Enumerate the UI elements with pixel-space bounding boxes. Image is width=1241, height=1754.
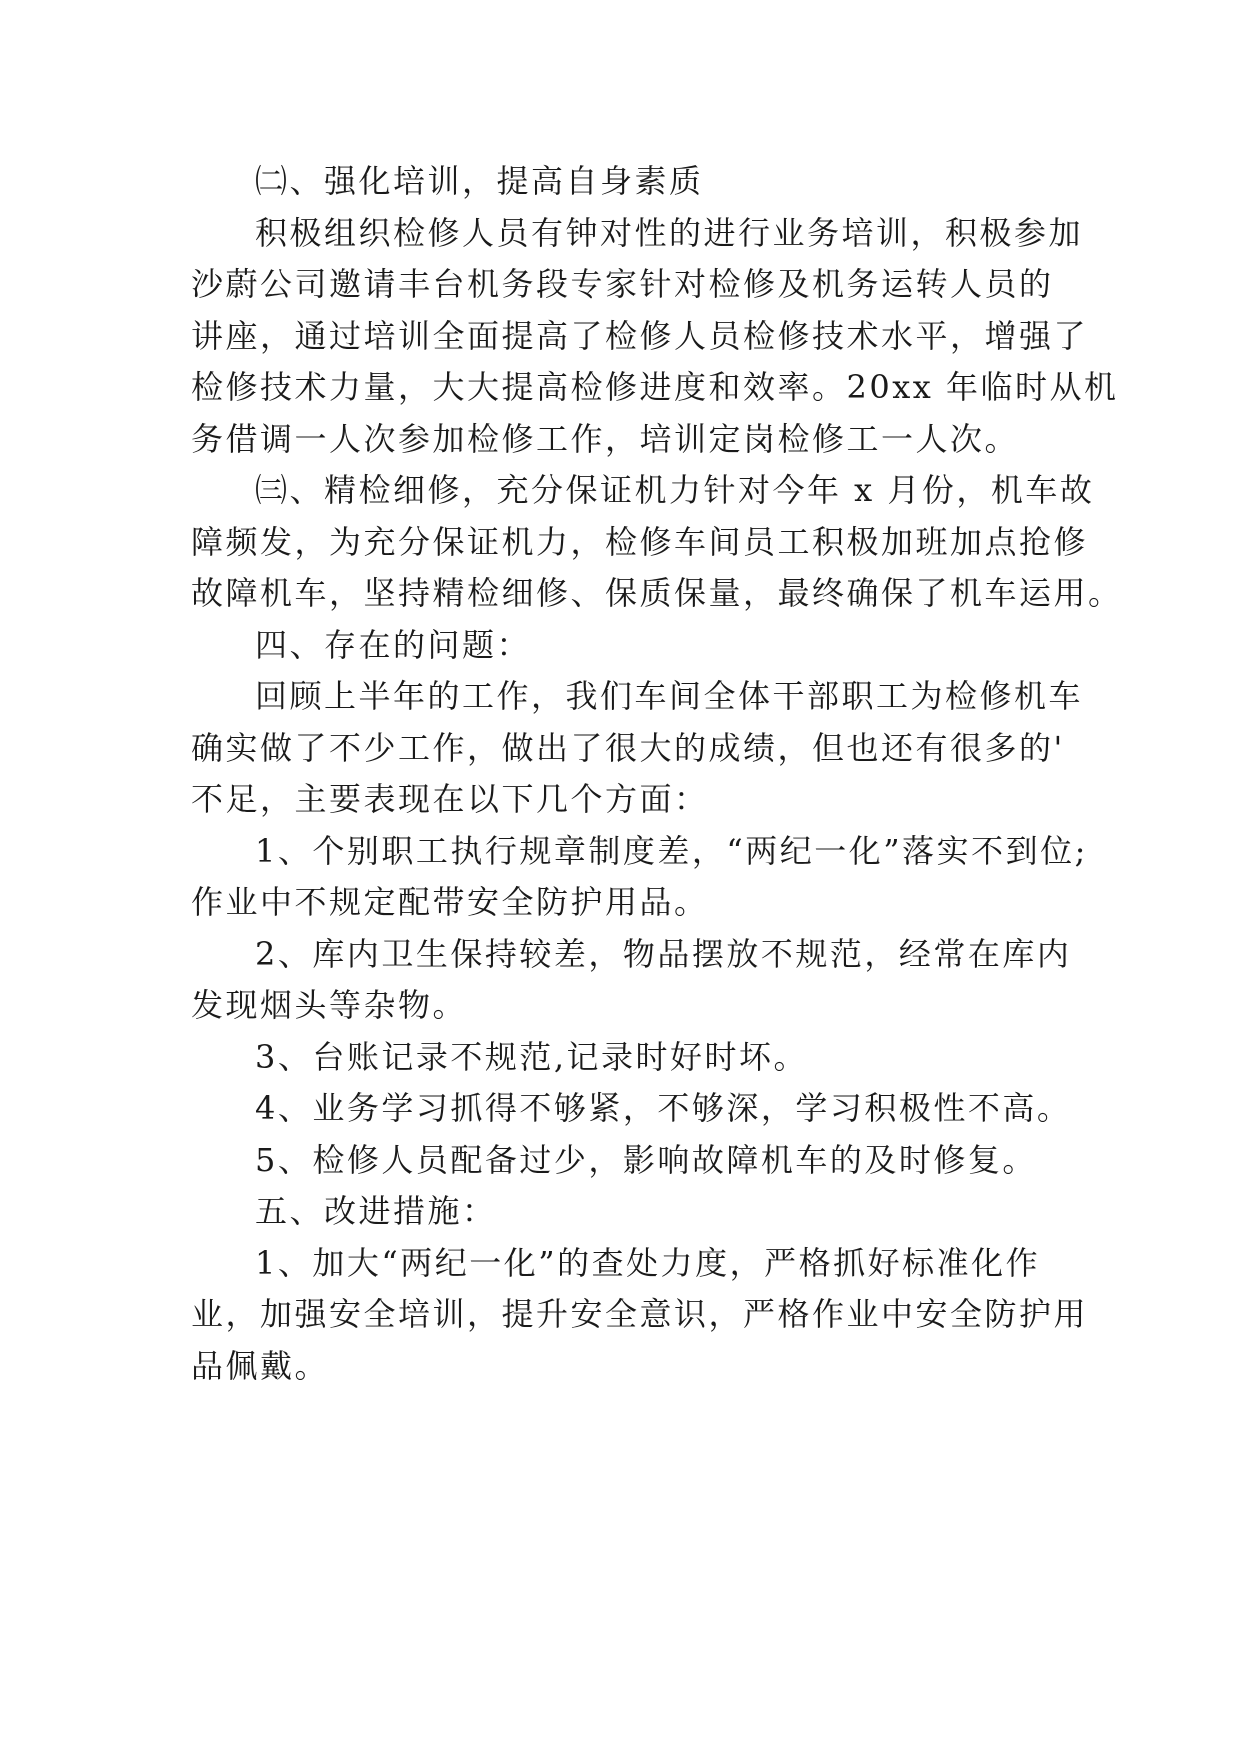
list-item-3: 3、台账记录不规范,记录时好时坏。 [255,1037,809,1076]
list-item-1-cont: 作业中不规定配带安全防护用品。 [191,883,709,921]
paragraph-line: 讲座，通过培训全面提高了检修人员检修技术水平，增强了 [191,316,1089,355]
measure-item-1: 1、加大“两纪一化”的查处力度，严格抓好标准化作 [255,1243,1041,1282]
paragraph-line: 障频发，为充分保证机力，检修车间员工积极加班加点抢修 [191,522,1089,561]
paragraph-line: 不足，主要表现在以下几个方面： [191,780,709,818]
paragraph-line: 回顾上半年的工作，我们车间全体干部职工为检修机车 [255,677,1084,715]
paragraph-line: 确实做了不少工作，做出了很大的成绩，但也还有很多的' [191,728,1065,767]
list-item-2-cont: 发现烟头等杂物。 [191,986,468,1024]
list-item-2: 2、库内卫生保持较差，物品摆放不规范，经常在库内 [255,934,1072,973]
paragraph-line: 故障机车，坚持精检细修、保质保量，最终确保了机车运用。 [191,574,1123,612]
list-item-1: 1、个别职工执行规章制度差，“两纪一化”落实不到位; [255,831,1088,870]
list-item-4: 4、业务学习抓得不够紧，不够深，学习积极性不高。 [255,1089,1072,1127]
measure-item-1-cont: 业，加强安全培训，提升安全意识，严格作业中安全防护用 [191,1295,1089,1333]
document-body [191,156,1123,1392]
paragraph-line: 积极组织检修人员有钟对性的进行业务培训，积极参加 [255,213,1084,252]
paragraph-line: 沙蔚公司邀请丰台机务段专家针对检修及机务运转人员的 [191,265,1054,303]
section-heading-problems: 四、存在的问题： [255,625,532,664]
paragraph-line: 检修技术力量，大大提高检修进度和效率。20xx 年临时从机 [191,368,1119,406]
paragraph-line: 务借调一人次参加检修工作，培训定岗检修工一人次。 [191,419,1020,458]
section-heading-3: ㈢、精检细修，充分保证机力针对今年 x 月份，机车故 [255,471,1095,509]
list-item-5: 5、检修人员配备过少，影响故障机车的及时修复。 [255,1140,1037,1179]
measure-item-1-cont: 品佩戴。 [191,1346,330,1385]
section-heading-2: ㈡、强化培训，提高自身素质 [255,162,704,200]
section-heading-improvements: 五、改进措施： [255,1192,497,1230]
